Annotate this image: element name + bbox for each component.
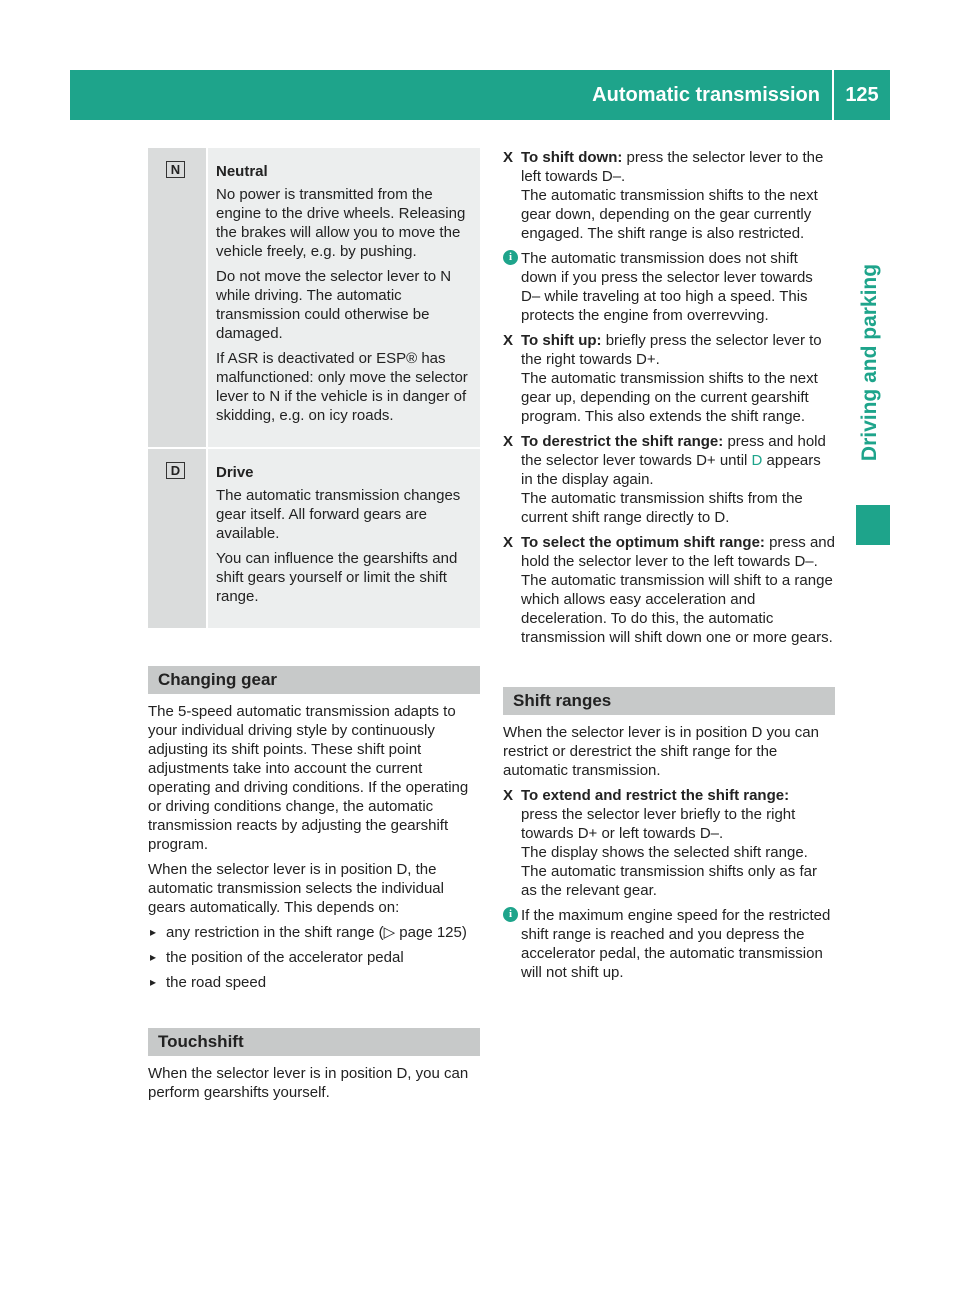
instruction-step: X To shift down: press the selector lever to the left towards D–. The automatic transmission shifts to the next gear down, depending on the gear currently engaged. The shift range is also restricted. [503, 149, 824, 242]
position-paragraph: The automatic transmission changes gear itself. All forward gears are available. [216, 487, 461, 542]
section-heading: Changing gear [148, 666, 480, 694]
paragraph: When the selector lever is in position D, the automatic transmission selects the individual gears automatically. This depends on: [148, 861, 444, 916]
page-header [70, 70, 890, 120]
paragraph: When the selector lever is in position D, you can perform gearshifts yourself. [148, 1065, 469, 1101]
info-note: i If the maximum engine speed for the restricted shift range is reached and you depress the accelerator pedal, the automatic transmission will not shift up. [503, 906, 835, 982]
position-paragraph: No power is transmitted from the engine to the drive wheels. Releasing the brakes will allow you to move the vehicle freely, e.g. by pushing. [216, 186, 466, 260]
position-text-cell [208, 148, 480, 447]
instruction-step: X To derestrict the shift range: press and hold the selector lever towards D+ until D appears in the display again. The automatic transmission shifts from the current shift range directly to D. [503, 433, 826, 526]
position-paragraph: If ASR is deactivated or ESP® has malfunctioned: only move the selector lever to N if the vehicle is in danger of skidding, e.g. on icy roads. [216, 350, 468, 424]
position-icon-cell [148, 148, 206, 447]
list-item: ▸ any restriction in the shift range (▷ page 125) [148, 923, 480, 942]
position-title: Drive [216, 464, 254, 481]
step-arrow-icon: X [503, 433, 514, 450]
chapter-title: Automatic transmission [592, 83, 820, 106]
position-title: Neutral [216, 163, 268, 180]
selector-positions-table [148, 148, 480, 628]
paragraph: When the selector lever is in position D you can restrict or derestrict the shift range for the automatic transmission. [503, 724, 819, 779]
right-column [503, 148, 835, 988]
side-tab-marker [856, 505, 890, 545]
d-key-icon: D [166, 462, 185, 479]
info-icon: i [503, 250, 518, 265]
list-item: ▸ the road speed [148, 973, 480, 992]
section-heading: Touchshift [148, 1028, 480, 1056]
left-column [148, 148, 480, 1108]
position-paragraph: You can influence the gearshifts and shift gears yourself or limit the shift range. [216, 550, 458, 605]
position-text-cell [208, 449, 480, 628]
side-tab [855, 232, 885, 492]
section-heading: Shift ranges [503, 687, 835, 715]
position-icon-cell [148, 449, 206, 628]
position-paragraph: Do not move the selector lever to N while driving. The automatic transmission could otherwise be damaged. [216, 268, 452, 342]
list-item: ▸ the position of the accelerator pedal [148, 948, 480, 967]
instruction-step: X To shift up: briefly press the selector lever to the right towards D+. The automatic transmission shifts to the next gear up, depending on the current gearshift program. This also extends the shift range. [503, 332, 822, 425]
instruction-step: X To select the optimum shift range: press and hold the selector lever to the left towards D–. The automatic transmission will shift to a range which allows easy acceleration and deceleration. To do this, the automatic transmission will shift down one or more gears. [503, 534, 835, 646]
step-arrow-icon: X [503, 332, 514, 349]
display-d-indicator: D [751, 452, 763, 469]
info-note: i The automatic transmission does not shift down if you press the selector lever towards D– while traveling at too high a speed. This protects the engine from overrevving. [503, 249, 835, 325]
side-tab-label: Driving and parking [858, 263, 882, 461]
page-number: 125 [845, 83, 879, 106]
info-icon: i [503, 907, 518, 922]
paragraph: The 5-speed automatic transmission adapts to your individual driving style by continuously adjusting its shift points. These shift point adjustments take into account the current operating and driving conditions. If the operating or driving conditions change, the automatic transmission reacts by adjusting the gearshift program. [148, 703, 469, 853]
step-arrow-icon: X [503, 534, 514, 551]
instruction-step: X To extend and restrict the shift range: press the selector lever briefly to the right towards D+ or left towards D–. The display shows the selected shift range. The automatic transmission shifts only as far as the relevant gear. [503, 787, 817, 899]
n-key-icon: N [166, 161, 185, 178]
step-arrow-icon: X [503, 149, 514, 166]
step-arrow-icon: X [503, 787, 514, 804]
